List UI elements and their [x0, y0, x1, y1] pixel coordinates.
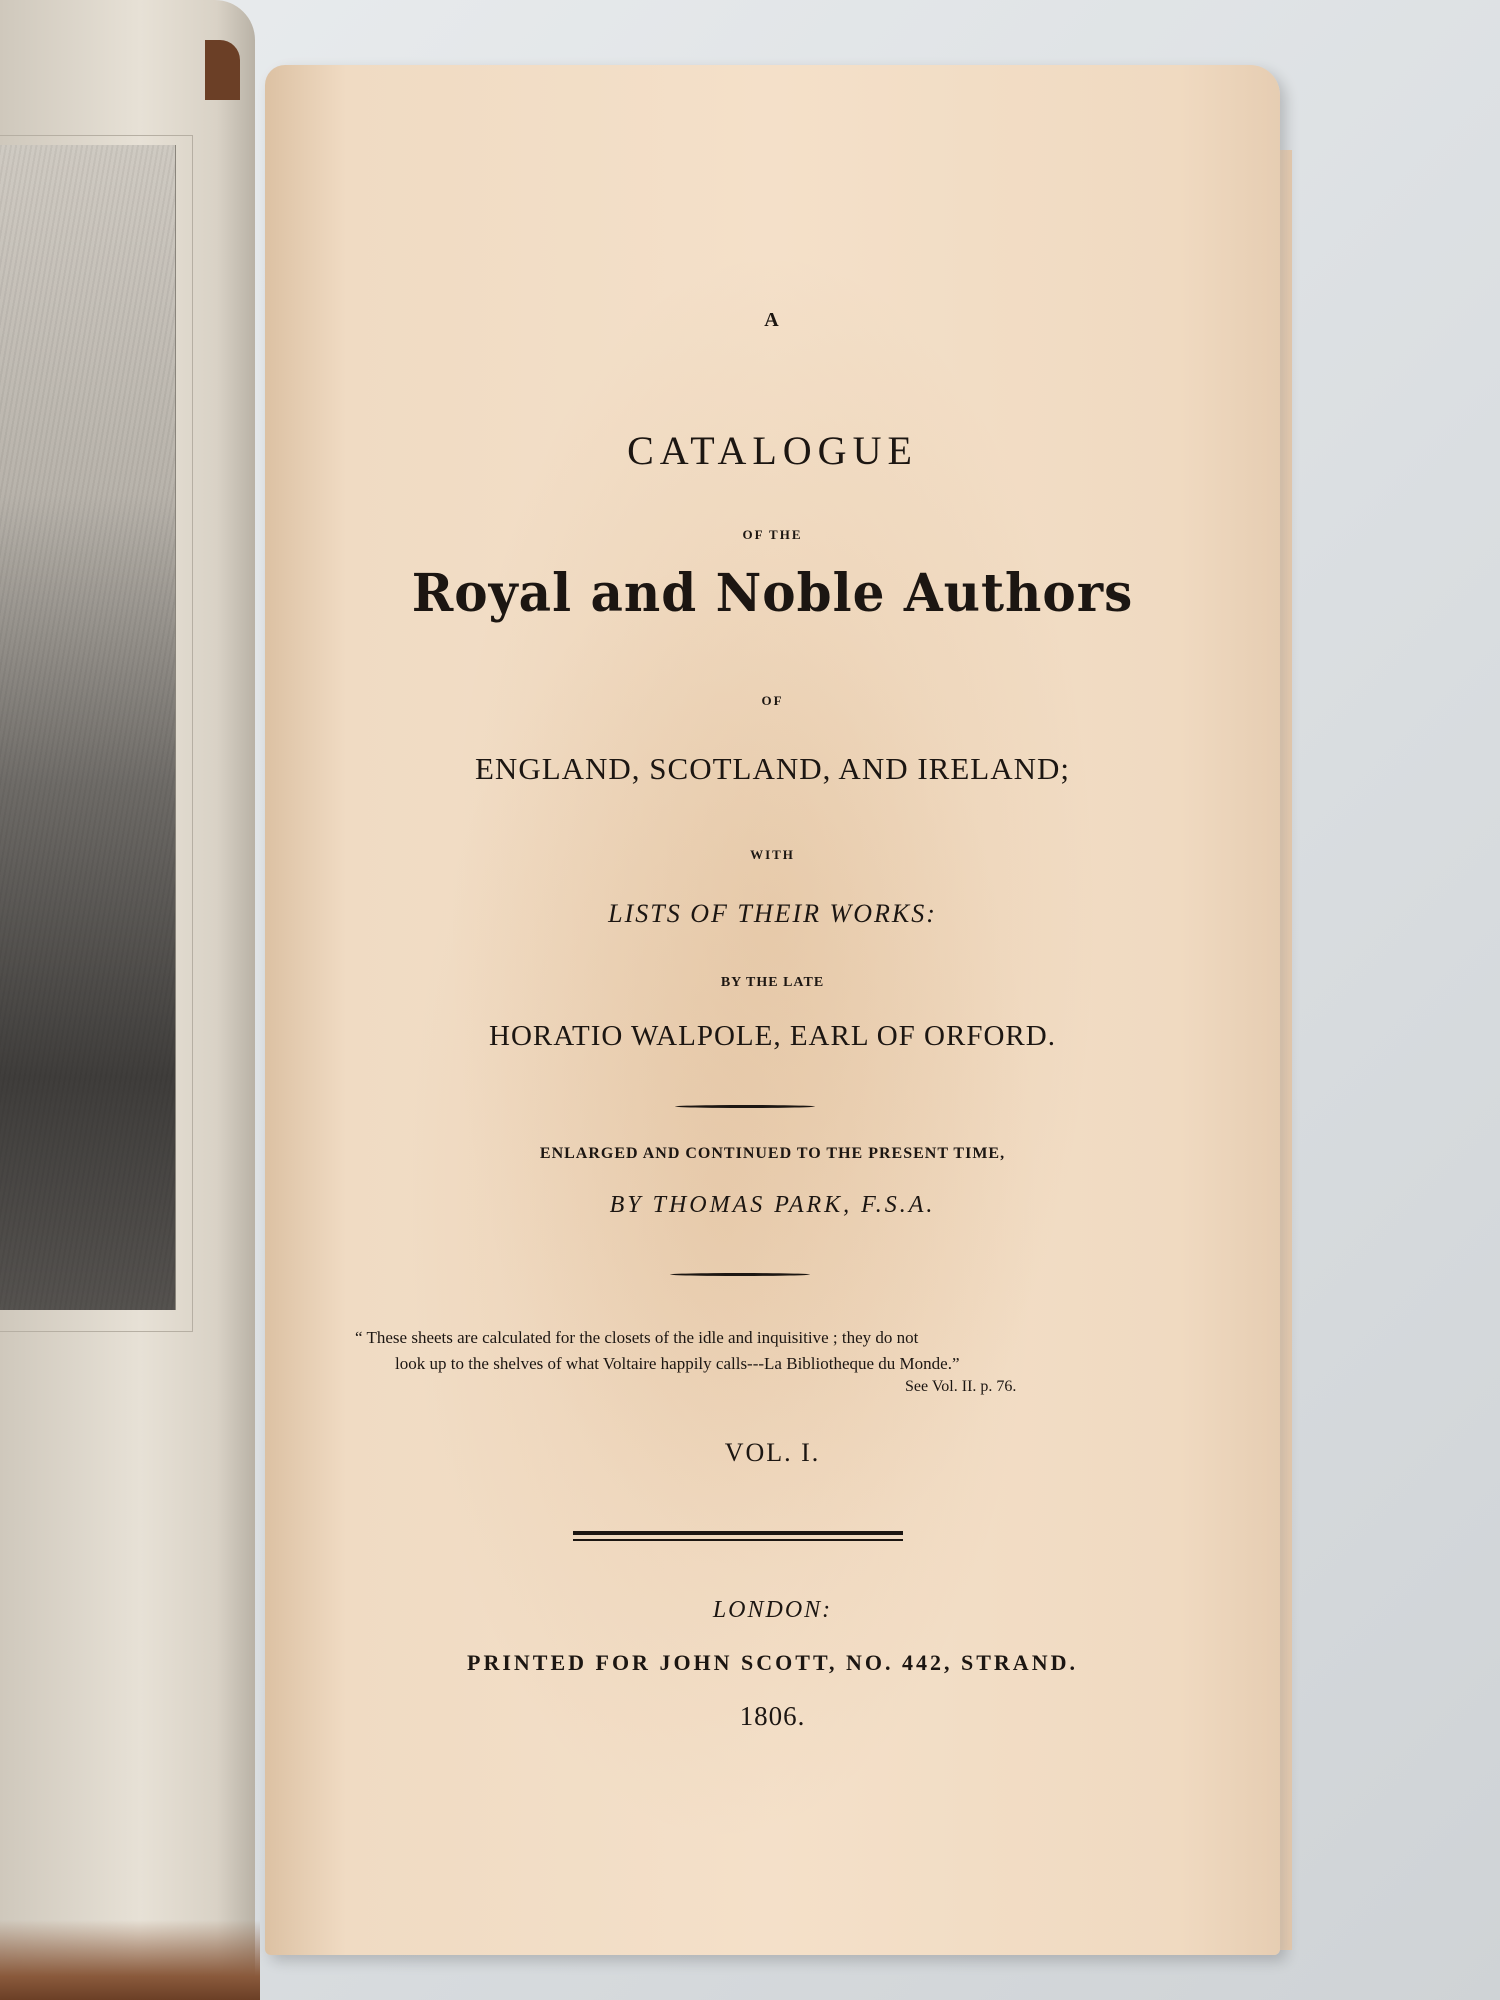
double-rule-thick	[573, 1531, 903, 1535]
frontispiece-page	[0, 0, 255, 2000]
page-edge	[1280, 150, 1292, 1950]
title-countries: ENGLAND, SCOTLAND, AND IRELAND;	[475, 751, 1070, 786]
editor-name: BY THOMAS PARK, F.S.A.	[609, 1192, 936, 1218]
enlarged-note: ENLARGED AND CONTINUED TO THE PRESENT TIME,	[539, 1145, 1006, 1162]
imprint-printer: PRINTED FOR JOHN SCOTT, NO. 442, STRAND.	[467, 1650, 1078, 1675]
title-of: OF	[761, 693, 784, 708]
imprint-city: LONDON:	[712, 1597, 833, 1623]
author-name: HORATIO WALPOLE, EARL OF ORFORD.	[489, 1020, 1056, 1052]
epigraph-line: “ These sheets are calculated for the closets of the idle and inquisitive ; they do not	[355, 1328, 919, 1347]
binding-spine	[205, 40, 240, 100]
portrait-engraving	[0, 145, 176, 1310]
ornamental-rule	[670, 1273, 810, 1276]
epigraph-line: look up to the shelves of what Voltaire happily calls---La Bibliotheque du Monde.”	[395, 1354, 960, 1373]
title-page	[265, 65, 1280, 1955]
title-by-the-late: BY THE LATE	[720, 975, 825, 990]
volume-number: VOL. I.	[724, 1438, 821, 1467]
title-with: WITH	[750, 847, 795, 862]
imprint-year: 1806.	[739, 1701, 806, 1731]
title-article: A	[764, 309, 781, 331]
title-catalogue: CATALOGUE	[627, 428, 918, 473]
title-of-the: OF THE	[742, 527, 803, 542]
binding-edge	[0, 1920, 260, 2000]
title-lists-of-works: LISTS OF THEIR WORKS:	[608, 899, 937, 928]
epigraph-reference: See Vol. II. p. 76.	[905, 1378, 1017, 1395]
ornamental-rule	[675, 1105, 815, 1108]
title-royal-noble-authors: Royal and Noble Authors	[411, 561, 1134, 624]
double-rule-thin	[573, 1539, 903, 1541]
